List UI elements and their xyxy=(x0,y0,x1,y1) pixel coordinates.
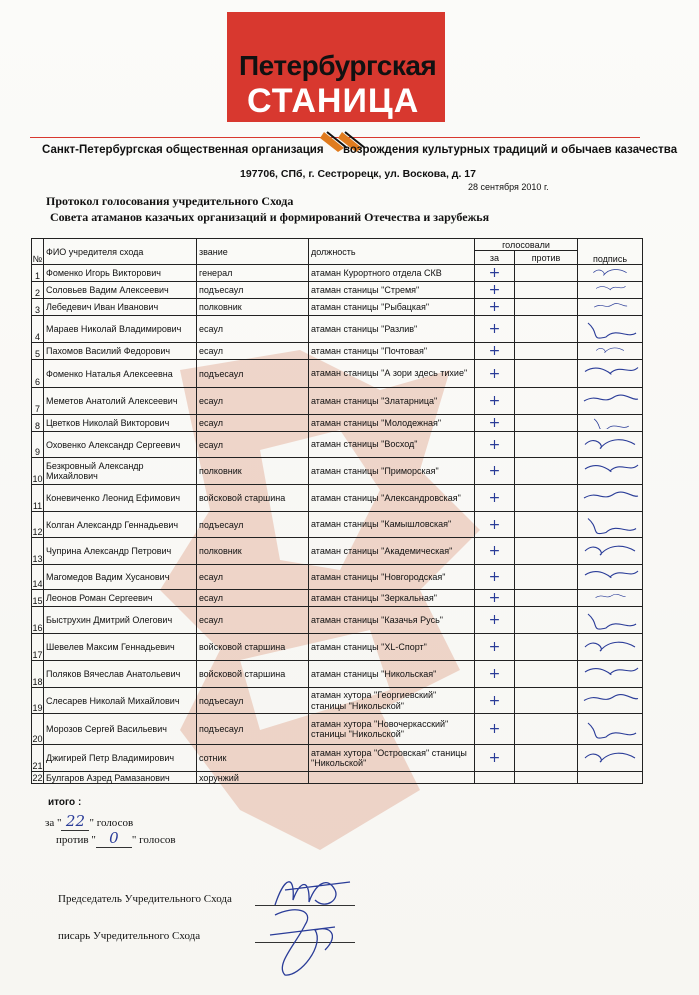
row-vote-for: + xyxy=(475,282,515,299)
row-vote-for: + xyxy=(475,661,515,688)
row-number: 10 xyxy=(32,458,44,485)
row-position: атаман станицы "Камышловская" xyxy=(309,512,475,538)
row-vote-against xyxy=(515,458,578,485)
table-row xyxy=(32,745,643,772)
row-number: 5 xyxy=(32,343,44,360)
table-row xyxy=(32,485,643,512)
handwritten-signature-icon xyxy=(580,316,640,340)
row-vote-against xyxy=(515,360,578,388)
table-row xyxy=(32,688,643,714)
row-position: атаман станицы "Новгородская" xyxy=(309,565,475,590)
row-vote-for: + xyxy=(475,607,515,634)
handwritten-signature-icon xyxy=(580,565,640,587)
row-vote-against xyxy=(515,607,578,634)
handwritten-signature-icon xyxy=(580,592,640,602)
table-row xyxy=(32,714,643,745)
logo-title: Петербургская xyxy=(239,50,437,81)
row-vote-for: + xyxy=(475,634,515,661)
row-vote-against xyxy=(515,415,578,432)
row-name: Мараев Николай Владимирович xyxy=(44,316,197,343)
row-name: Слесарев Николай Михайлович xyxy=(44,688,197,714)
row-vote-against xyxy=(515,634,578,661)
handwritten-signature-icon xyxy=(580,688,640,711)
row-name: Шевелев Максим Геннадьевич xyxy=(44,634,197,661)
document-date: 28 сентября 2010 г. xyxy=(468,182,549,192)
handwritten-signature-icon xyxy=(580,388,640,412)
row-signature xyxy=(578,772,643,784)
row-vote-against xyxy=(515,565,578,590)
row-position: атаман Курортного отдела СКВ xyxy=(309,265,475,282)
row-rank: есаул xyxy=(197,316,309,343)
row-signature xyxy=(578,415,643,432)
address: 197706, СПб, г. Сестрорецк, ул. Воскова, д. 17 xyxy=(240,168,476,180)
row-vote-for: + xyxy=(475,688,515,714)
scribe-signature-icon xyxy=(255,905,350,980)
handwritten-signature-icon xyxy=(580,301,640,312)
row-number: 19 xyxy=(32,688,44,714)
header-signature: подпись xyxy=(578,239,643,265)
row-vote-against xyxy=(515,512,578,538)
handwritten-signature-icon xyxy=(580,416,640,429)
row-rank: есаул xyxy=(197,432,309,458)
scribe-signature-label: писарь Учредительного Схода xyxy=(58,930,201,942)
row-vote-for: + xyxy=(475,565,515,590)
row-name: Джигирей Петр Владимирович xyxy=(44,745,197,772)
row-vote-for: + xyxy=(475,415,515,432)
row-rank: есаул xyxy=(197,343,309,360)
handwritten-signature-icon xyxy=(580,266,640,278)
row-rank: подъесаул xyxy=(197,714,309,745)
row-number: 13 xyxy=(32,538,44,565)
row-rank: есаул xyxy=(197,590,309,607)
row-signature xyxy=(578,607,643,634)
row-position: атаман станицы "Рыбацкая" xyxy=(309,299,475,316)
table-row xyxy=(32,538,643,565)
row-signature xyxy=(578,316,643,343)
row-rank: войсковой старшина xyxy=(197,661,309,688)
row-vote-against xyxy=(515,745,578,772)
row-signature xyxy=(578,745,643,772)
row-name: Пахомов Василий Федорович xyxy=(44,343,197,360)
row-number: 12 xyxy=(32,512,44,538)
totals-for-prefix: за " xyxy=(45,817,62,829)
row-position: атаман хутора "Георгиевский" станицы "Никольской" xyxy=(309,688,475,714)
row-number: 8 xyxy=(32,415,44,432)
header-rank: звание xyxy=(197,239,309,265)
row-name: Леонов Роман Сергеевич xyxy=(44,590,197,607)
row-rank: есаул xyxy=(197,565,309,590)
row-vote-against xyxy=(515,343,578,360)
table-row xyxy=(32,634,643,661)
row-name: Фоменко Игорь Викторович xyxy=(44,265,197,282)
handwritten-signature-icon xyxy=(580,745,640,769)
handwritten-signature-icon xyxy=(580,607,640,631)
table-row xyxy=(32,388,643,415)
row-rank: хорунжий xyxy=(197,772,309,784)
totals-for-suffix: " голосов xyxy=(89,817,134,829)
row-position: атаман станицы "Приморская" xyxy=(309,458,475,485)
row-position: атаман станицы "Разлив" xyxy=(309,316,475,343)
row-rank: полковник xyxy=(197,299,309,316)
row-vote-against xyxy=(515,485,578,512)
handwritten-signature-icon xyxy=(580,485,640,509)
row-number: 15 xyxy=(32,590,44,607)
table-row xyxy=(32,343,643,360)
org-line-right: возрождения культурных традиций и обычаев казачества xyxy=(343,144,678,156)
row-position: атаман хутора "Островская" станицы "Никольской" xyxy=(309,745,475,772)
row-number: 4 xyxy=(32,316,44,343)
row-position: атаман станицы "XL-Спорт" xyxy=(309,634,475,661)
row-position: атаман станицы "Стремя" xyxy=(309,282,475,299)
header-num: № xyxy=(32,239,44,265)
handwritten-signature-icon xyxy=(580,661,640,685)
row-signature xyxy=(578,299,643,316)
row-position: атаман станицы "А зори здесь тихие" xyxy=(309,360,475,388)
row-number: 9 xyxy=(32,432,44,458)
row-number: 2 xyxy=(32,282,44,299)
row-name: Оховенко Александр Сергеевич xyxy=(44,432,197,458)
row-position: атаман станицы "Почтовая" xyxy=(309,343,475,360)
table-row xyxy=(32,565,643,590)
row-position: атаман станицы "Восход" xyxy=(309,432,475,458)
row-vote-for: + xyxy=(475,343,515,360)
row-name: Безкровный Александр Михайлович xyxy=(44,458,197,485)
totals-against-value: 0 xyxy=(96,829,132,848)
row-rank: подъесаул xyxy=(197,282,309,299)
row-vote-against xyxy=(515,432,578,458)
totals-label: итого : xyxy=(48,797,82,808)
row-name: Поляков Вячеслав Анатольевич xyxy=(44,661,197,688)
table-row xyxy=(32,590,643,607)
protocol-title-line2: Совета атаманов казачьих организаций и формирований Отечества и зарубежья xyxy=(50,210,490,224)
table-row xyxy=(32,458,643,485)
handwritten-signature-icon xyxy=(580,345,640,355)
row-name: Лебедевич Иван Иванович xyxy=(44,299,197,316)
row-signature xyxy=(578,590,643,607)
row-number: 20 xyxy=(32,714,44,745)
row-vote-for: + xyxy=(475,388,515,415)
row-signature xyxy=(578,432,643,458)
row-signature xyxy=(578,388,643,415)
row-name: Морозов Сергей Васильевич xyxy=(44,714,197,745)
chair-signature-label: Председатель Учредительного Схода xyxy=(58,893,232,905)
row-number: 22 xyxy=(32,773,43,783)
org-line-left: Санкт-Петербургская общественная организация xyxy=(42,144,324,156)
table-row xyxy=(32,415,643,432)
row-vote-for: + xyxy=(475,714,515,745)
organization-logo xyxy=(205,12,445,124)
table-row xyxy=(32,299,643,316)
logo-subtitle: СТАНИЦА xyxy=(247,82,420,120)
row-vote-against xyxy=(515,316,578,343)
header-against: против xyxy=(515,251,578,265)
handwritten-signature-icon xyxy=(580,538,640,562)
totals-against xyxy=(56,829,176,848)
table-row xyxy=(32,772,643,784)
row-position xyxy=(309,772,475,784)
row-vote-against xyxy=(515,282,578,299)
row-signature xyxy=(578,688,643,714)
row-vote-against xyxy=(515,688,578,714)
row-signature xyxy=(578,634,643,661)
row-vote-against xyxy=(515,265,578,282)
row-signature xyxy=(578,458,643,485)
row-rank: генерал xyxy=(197,265,309,282)
header-name: ФИО учредителя схода xyxy=(44,239,197,265)
header-voted: голосовали xyxy=(475,239,578,251)
row-number: 18 xyxy=(32,661,44,688)
table-row xyxy=(32,360,643,388)
row-name: Колган Александр Геннадьевич xyxy=(44,512,197,538)
handwritten-signature-icon xyxy=(580,432,640,455)
row-position: атаман станицы "Молодежная" xyxy=(309,415,475,432)
row-rank: полковник xyxy=(197,458,309,485)
row-position: атаман станицы "Никольская" xyxy=(309,661,475,688)
voting-rows xyxy=(32,265,643,784)
table-row xyxy=(32,432,643,458)
row-position: атаман хутора "Новочеркасский" станицы "Никольской" xyxy=(309,714,475,745)
row-position: атаман станицы "Златарница" xyxy=(309,388,475,415)
row-signature xyxy=(578,661,643,688)
row-rank: подъесаул xyxy=(197,360,309,388)
table-row xyxy=(32,607,643,634)
row-vote-for: + xyxy=(475,538,515,565)
totals-for-value: 22 xyxy=(61,812,89,831)
row-vote-for: + xyxy=(475,512,515,538)
row-rank: подъесаул xyxy=(197,688,309,714)
header-for: за xyxy=(475,251,515,265)
table-row xyxy=(32,512,643,538)
row-rank: есаул xyxy=(197,607,309,634)
row-signature xyxy=(578,282,643,299)
row-vote-for: + xyxy=(475,745,515,772)
row-position: атаман станицы "Казачья Русь" xyxy=(309,607,475,634)
row-number: 7 xyxy=(32,388,44,415)
row-rank: войсковой старшина xyxy=(197,485,309,512)
row-rank: полковник xyxy=(197,538,309,565)
row-vote-against xyxy=(515,714,578,745)
row-name: Магомедов Вадим Хусанович xyxy=(44,565,197,590)
handwritten-signature-icon xyxy=(580,360,640,385)
row-vote-for xyxy=(475,772,515,784)
row-vote-for: + xyxy=(475,299,515,316)
row-name: Коневиченко Леонид Ефимович xyxy=(44,485,197,512)
handwritten-signature-icon xyxy=(580,512,640,535)
row-rank: подъесаул xyxy=(197,512,309,538)
row-vote-for: + xyxy=(475,265,515,282)
handwritten-signature-icon xyxy=(580,284,640,294)
row-vote-against xyxy=(515,538,578,565)
row-vote-against xyxy=(515,299,578,316)
row-vote-for: + xyxy=(475,458,515,485)
row-rank: сотник xyxy=(197,745,309,772)
row-number: 17 xyxy=(32,634,44,661)
row-number: 21 xyxy=(32,745,44,772)
row-rank: есаул xyxy=(197,415,309,432)
row-number: 3 xyxy=(32,299,44,316)
row-vote-for: + xyxy=(475,432,515,458)
table-row xyxy=(32,282,643,299)
row-position: атаман станицы "Александровская" xyxy=(309,485,475,512)
totals-against-prefix: против " xyxy=(56,834,96,846)
header-position: должность xyxy=(309,239,475,265)
row-number: 11 xyxy=(32,485,44,512)
row-vote-for: + xyxy=(475,485,515,512)
protocol-title-line1: Протокол голосования учредительного Схода xyxy=(46,194,294,208)
table-row xyxy=(32,265,643,282)
row-signature xyxy=(578,565,643,590)
row-number: 1 xyxy=(32,265,44,282)
handwritten-signature-icon xyxy=(580,634,640,658)
row-rank: войсковой старшина xyxy=(197,634,309,661)
row-signature xyxy=(578,512,643,538)
row-name: Соловьев Вадим Алексеевич xyxy=(44,282,197,299)
table-row xyxy=(32,661,643,688)
row-vote-against xyxy=(515,388,578,415)
row-name: Меметов Анатолий Алексеевич xyxy=(44,388,197,415)
row-vote-against xyxy=(515,772,578,784)
row-signature xyxy=(578,360,643,388)
row-signature xyxy=(578,538,643,565)
row-signature xyxy=(578,265,643,282)
row-number: 6 xyxy=(32,360,44,388)
row-name: Булгаров Азред Рамазанович xyxy=(44,772,197,784)
row-vote-against xyxy=(515,661,578,688)
row-position: атаман станицы "Зеркальная" xyxy=(309,590,475,607)
row-vote-for: + xyxy=(475,316,515,343)
row-vote-for: + xyxy=(475,360,515,388)
voting-table xyxy=(31,238,643,784)
row-number: 16 xyxy=(32,607,44,634)
row-name: Фоменко Наталья Алексеевна xyxy=(44,360,197,388)
row-number: 14 xyxy=(32,565,44,590)
row-signature xyxy=(578,485,643,512)
row-name: Чуприна Александр Петрович xyxy=(44,538,197,565)
handwritten-signature-icon xyxy=(580,714,640,742)
row-signature xyxy=(578,714,643,745)
row-name: Быструхин Дмитрий Олегович xyxy=(44,607,197,634)
totals-against-suffix: " голосов xyxy=(131,834,176,846)
row-rank: есаул xyxy=(197,388,309,415)
row-name: Цветков Николай Викторович xyxy=(44,415,197,432)
handwritten-signature-icon xyxy=(580,458,640,482)
row-signature xyxy=(578,343,643,360)
row-vote-for: + xyxy=(475,590,515,607)
row-position: атаман станицы "Академическая" xyxy=(309,538,475,565)
table-row xyxy=(32,316,643,343)
row-vote-against xyxy=(515,590,578,607)
